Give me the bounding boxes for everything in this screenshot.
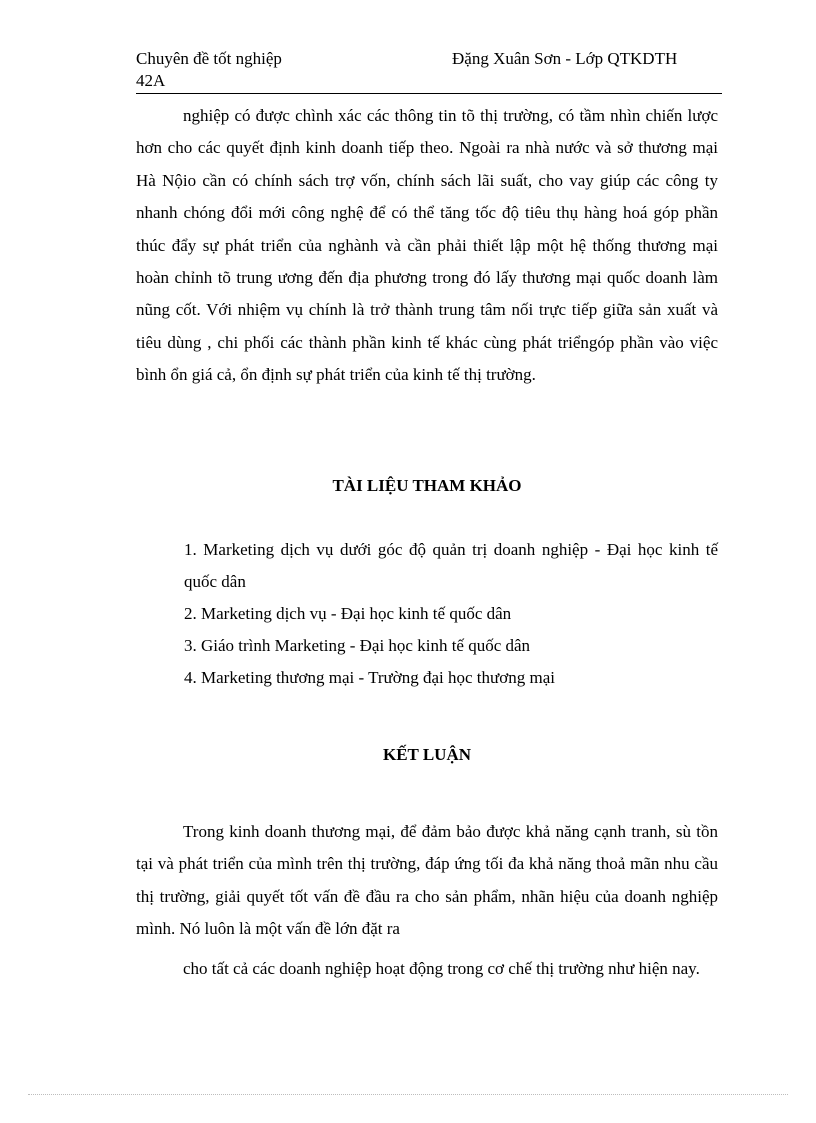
header-divider [136, 93, 722, 94]
references-heading: TÀI LIỆU THAM KHẢO [332, 476, 522, 495]
reference-item: 4. Marketing thương mại - Trường đại học thương mại [184, 668, 555, 687]
references-list [136, 534, 718, 694]
header-author: Đặng Xuân Sơn - Lớp QTKDTH [452, 49, 678, 68]
reference-item: 1. Marketing dịch vụ dưới góc độ quản trị doanh nghiệp - Đại học kinh tế quốc dân [184, 540, 718, 591]
conclusion-heading: KẾT LUẬN [382, 745, 471, 764]
page-bottom-divider [28, 1094, 788, 1095]
header-class-code: 42A [136, 71, 166, 90]
body-paragraph: nghiệp có được chình xác các thông tin tõ thị trường, có tầm nhìn chiến lược hơn cho các quyết định kinh doanh tiếp theo. Ngoài ra nhà nước và sở thương mại Hà Nộio cần có chính sách trợ vốn, chính sách lãi suất, cho vay giúp các công ty nhanh chóng đổi mới công nghệ để có thể tăng tốc độ tiêu thụ hàng hoá góp phần thúc đẩy sự phát triển của nghành và cần phải thiết lập một hệ thống thương mại hoàn chỉnh tõ trung ương đến địa phương trong đó lấy thương mại quốc doanh làm nũng cốt. Với nhiệm vụ chính là trở thành trung tâm nối trực tiếp giữa sản xuất và tiêu dùng , chi phối các thành phần kinh tế khác cùng phát triểngóp phần vào việc bình ổn giá cả, ổn định sự phát triển của kinh tế thị trường. [136, 106, 718, 385]
reference-item: 2. Marketing dịch vụ - Đại học kinh tế quốc dân [184, 604, 512, 623]
conclusion-paragraph-continued: cho tất cả các doanh nghiệp hoạt động trong cơ chế thị trường như hiện nay. [183, 959, 700, 978]
header-course-title: Chuyên đề tốt nghiệp [136, 49, 282, 68]
conclusion-paragraph: Trong kinh doanh thương mại, để đảm bảo được khả năng cạnh tranh, sù tồn tại và phát triển của mình trên thị trường, đáp ứng tối đa khả năng thoả mãn nhu cầu thị trường, giải quyết tốt vấn đề đầu ra cho sản phẩm, nhãn hiệu của doanh nghiệp mình. Nó luôn là một vấn đề lớn đặt ra [136, 822, 718, 939]
reference-item: 3. Giáo trình Marketing - Đại học kinh tế quốc dân [184, 636, 531, 655]
